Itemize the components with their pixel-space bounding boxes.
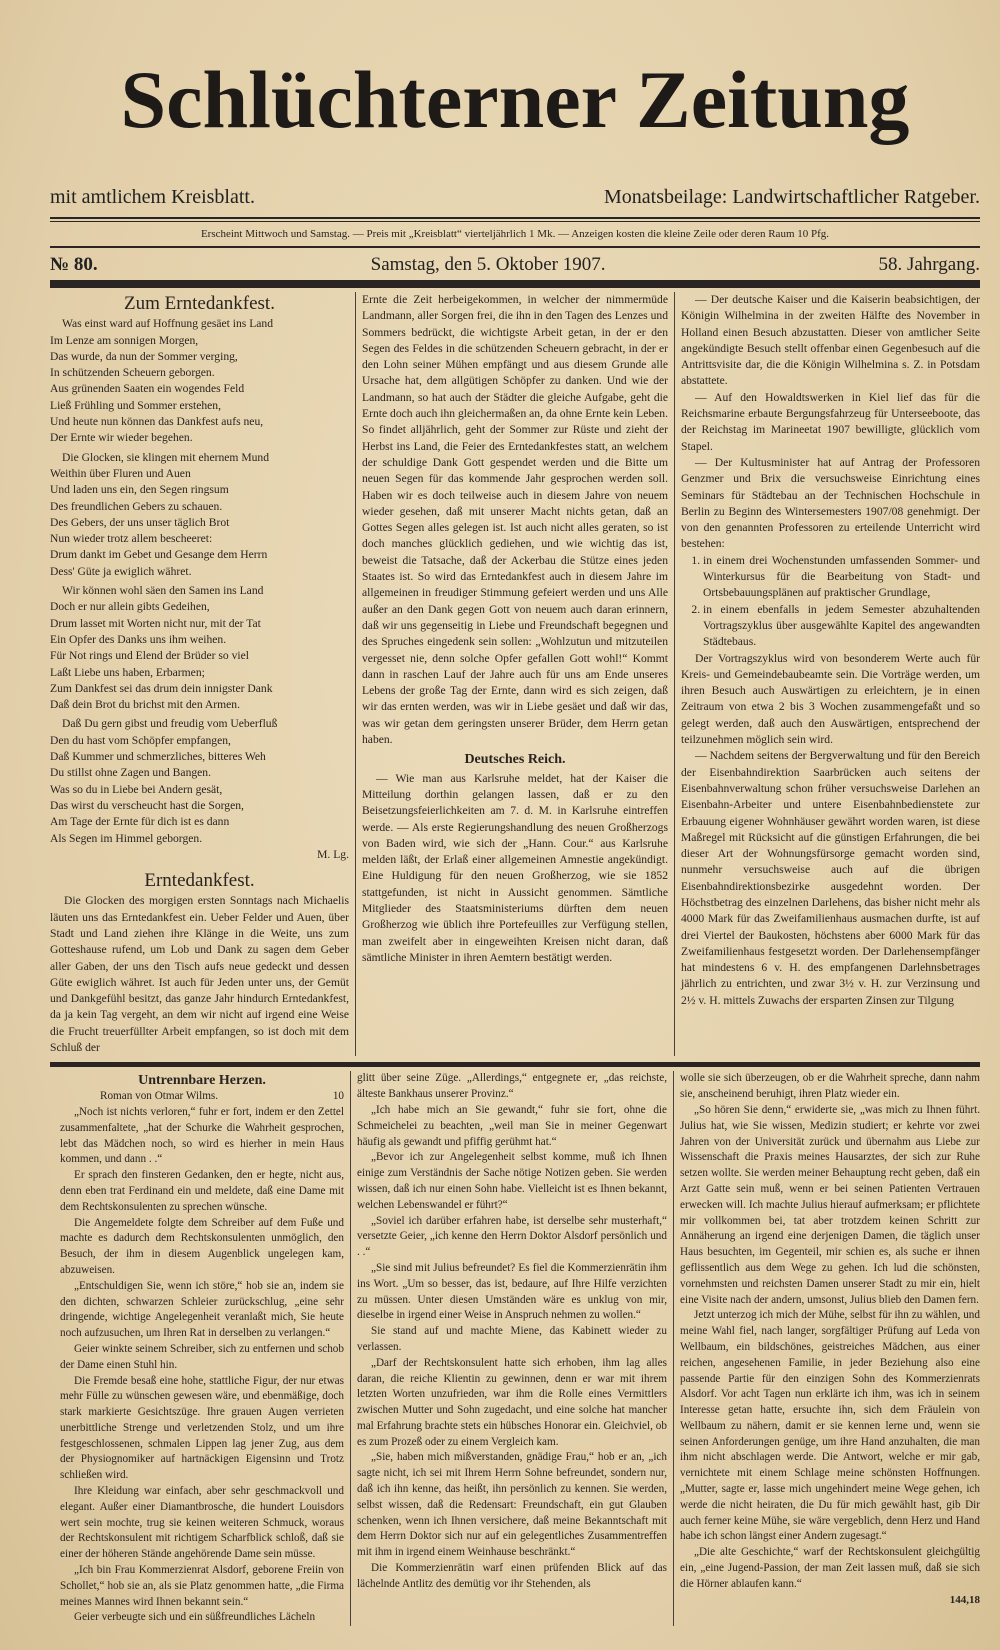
poem-line: Den du hast vom Schöpfer empfangen,: [50, 733, 231, 747]
column-2: [356, 292, 674, 1056]
serial-paragraph: glitt über seine Züge. „Allerdings,“ entgegnete er, „das reichste, älteste Bankhaus unserer Provinz.“: [357, 1072, 667, 1101]
issue-number: № 80.: [50, 254, 98, 275]
serial-subtitle: Roman von Otmar Wilms.: [100, 1090, 219, 1103]
poem-line: Was so du in Liebe bei Andern gesät,: [50, 782, 223, 796]
column-1: [50, 292, 355, 1056]
poem-line: Wir können wohl säen den Samen ins Land: [62, 584, 264, 598]
serial-paragraph: „Noch ist nichts verloren,“ fuhr er fort, indem er den Zettel zusammenfaltete, „hat der Schurke die Wahrheit gesprochen, lebt das Mädchen noch, so wird es hierher in mein Haus kommen, und dann . .“: [60, 1105, 344, 1166]
poem-line: Ein Opfer des Danks uns ihm weihen.: [50, 632, 227, 646]
issue-volume: 58. Jahrgang.: [878, 254, 980, 275]
thick-rule: [50, 280, 980, 288]
serial-paragraph: Er sprach den finsteren Gedanken, den er hegte, nicht aus, denn eben trat Ferdinand ein und meldete, daß eine Dame mit dem Rechtskonsulenten zu sprechen wünsche.: [60, 1169, 344, 1213]
serial-paragraph: Geier verbeugte sich und ein süßfreundliches Lächeln: [74, 1611, 316, 1624]
top-columns: [50, 292, 980, 1056]
news-item: Der Vortragszyklus wird von besonderem Werte auch für Kreis- und Gemeindebaubeamte sein. Die Vorträge werden, um ihren Besuch auch Auswärtigen zu erleichtern, je in einen Zeitraum von etwa 2 bis 3 Wochen zusammengefaßt und so gelegt werden, daß auch den Auswärtigen, entsprechend der teilzunehmen möglich sein wird.: [681, 651, 980, 747]
poem-line: Am Tage der Ernte für dich ist es dann: [50, 815, 230, 829]
serial-paragraph: Die Kommerzienrätin warf einen prüfenden Blick auf das lächelnde Antlitz des demütig vor ihr Stehenden, als: [357, 1562, 667, 1590]
masthead-title: Schlüchterner Zeitung: [120, 54, 910, 145]
page-mark: 144,18: [949, 1593, 980, 1606]
article-text: Die Glocken des morgigen ersten Sonntags nach Michaelis läuten uns das Erntedankfest ein. Ueber Felder und Auen, über Stadt und Land ziehen ihre Klänge in die Weite, uns zum Gotteshause rufend, um Lob und Dank zu sagen dem Geber aller Gaben, der uns den Tisch aufs neue gedeckt und dessen Güte ewiglich währet. Ist auch für Jeden unter uns, der Gemüt und Dankgefühl besitzt, das ganze Jahr hindurch Erntedankfest, da ja kein Tag vergeht, an dem wir nicht auf irgend eine Weise die Frucht treuerfüllter Arbeit empfangen, so ist doch mit dem Schluß der: [50, 894, 349, 1055]
info-line: Erscheint Mittwoch und Samstag. — Preis mit „Kreisblatt“ vierteljährlich 1 Mk. — Anzeigen kosten die kleine Zeile oder deren Raum 10 Pfg.: [200, 228, 830, 240]
serial-paragraph: „Entschuldigen Sie, wenn ich störe,“ hob sie an, indem sie den dichten, schwarzen Schleier zurückschlug, „eine sehr dringende, wichtige Angelegenheit veranlaßt mich, Sie heute noch aufzusuchen, um Ihren Rat in derselben zu verlangen.“: [60, 1279, 344, 1340]
news-item: — Nachdem seitens der Bergverwaltung und für den Bereich der Eisenbahndirektion Saarbrücken auch seitens der Eisenbahnverwaltung schon früher versuchsweise Darlehen an Eisenbahn-Arbeiter und untere Eisenbahnbedienstete zur Erbauung eigener Wohnhäuser gewährt worden waren, ist diese Maßregel mit Rücksicht auf die günstigen Erfahrungen, die bei dieser Art der Wohnungsfürsorge gemacht worden sind, nunmehr versuchsweise auch auf die übrigen Eisenbahndirektionsbezirke ausgedehnt worden. Der Höchstbetrag des einzelnen Darlehens, das bisher nicht mehr als 4000 Mark für das Zweifamilienhaus ausmachen durfte, ist auf drei Viertel der Baukosten, höchstens aber 6000 Mark für das Zweifamilienhaus festgesetzt worden. Der Darlehensempfänger hat mindestens 6 v. H. des empfangenen Darlehnsbetrages jährlich zu entrichten, und zwar 3½ v. H. zur Verzinsung und 2½ v. H. mittels Zuwachs der ersparten Zinsen zur Tilgung: [681, 749, 980, 1007]
serial-paragraph: „Sie sind mit Julius befreundet? Es fiel die Kommerzienrätin ihm ins Wort. „Um so besser, das ist, bedaure, auf Ihre Hilfe verzichten zu müssen. Unter diesen Umständen wäre es unklug von mir, dieselbe in irgend einer Weise in Anspruch nehmen zu wollen.“: [357, 1261, 667, 1322]
poem-title: Zum Erntedankfest.: [124, 293, 275, 314]
serial-paragraph: „Soviel ich darüber erfahren habe, ist derselbe sehr musterhaft,“ versetzte Geier, „ich kenne den Herrn Doktor Alsdorf persönlich und . .“: [357, 1214, 667, 1259]
poem-line: Der Ernte wir wieder begehen.: [50, 431, 193, 445]
masthead-right-subtitle: Monatsbeilage: Landwirtschaftlicher Ratgeber.: [604, 186, 980, 208]
poem-line: In schützenden Scheuern geborgen.: [50, 366, 215, 380]
poem: [50, 316, 349, 847]
thick-rule: [50, 1062, 980, 1067]
list-item: 1. in einem drei Wochenstunden umfassenden Sommer- und Winterkursus für die Bearbeitung von Stadt- und Ortsbebauungsplänen auf praktischer Grundlage,: [703, 553, 980, 602]
poem-line: Im Lenze am sonnigen Morgen,: [50, 333, 199, 347]
poem-line: Die Glocken, sie klingen mit ehernem Mund: [62, 450, 270, 464]
poem-line: Des freundlichen Gebers zu schauen.: [50, 499, 223, 513]
serial-column-2: [351, 1071, 673, 1626]
serial-paragraph: Sie stand auf und machte Miene, das Kabinett wieder zu verlassen.: [357, 1325, 667, 1353]
serial-paragraph: Geier winkte seinem Schreiber, sich zu entfernen und schob der Dame einen Stuhl hin.: [60, 1342, 344, 1371]
serial-paragraph: Die Angemeldete folgte dem Schreiber auf dem Fuße und machte es dadurch dem Rechtskonsulenten unmöglich, den Besuch, der ihm in diesem Augenblick ungelegen kam, abzuweisen.: [60, 1216, 344, 1276]
serial-title: Untrennbare Herzen.: [138, 1073, 266, 1089]
serial-columns: [50, 1071, 980, 1626]
poem-line: Daß Du gern gibst und freudig vom Ueberfluß: [62, 717, 278, 731]
poem-signature: M. Lg.: [317, 847, 349, 861]
poem-line: Laßt Liebe uns haben, Erbarmen;: [50, 665, 205, 679]
serial-paragraph: „Bevor ich zur Angelegenheit selbst komme, muß ich Ihnen einige zum Verständnis der Sache nötige Notizen geben. Sie werden wissen, daß ich nur einen Sohn habe. Vielleicht ist es Ihnen bekannt, welchen Lebenswandel er führt?“: [357, 1151, 667, 1211]
poem-line: Als Segen im Himmel geborgen.: [50, 831, 203, 845]
poem-line: Ließ Frühling und Sommer erstehen,: [50, 398, 221, 412]
poem-line: Drum dankt im Gebet und Gesange dem Herrn: [50, 548, 268, 562]
poem-line: Weithin über Fluren und Auen: [50, 466, 191, 480]
poem-line: Nun wieder trotz allem bescheeret:: [50, 532, 213, 546]
list-item: 2. in einem ebenfalls in jedem Semester abzuhaltenden Vortragszyklus über ausgewählte Kapitel des angewandten Städtebaus.: [703, 602, 980, 651]
serial-number: 10: [332, 1090, 344, 1103]
poem-line: Doch er nur allein gibts Gedeihen,: [50, 600, 210, 614]
article-title: Erntedankfest.: [144, 870, 255, 892]
column-3: [675, 292, 980, 1056]
issue-date: Samstag, den 5. Oktober 1907.: [370, 254, 606, 275]
masthead-subtitles: [50, 186, 980, 209]
poem-line: Was einst ward auf Hoffnung gesäet ins Land: [62, 317, 274, 331]
serial-paragraph: Jetzt unterzog ich mich der Mühe, selbst für ihn zu wählen, und meine Wahl fiel, nach langer, sorgfältiger Prüfung auf Leda von Wellbaum, ein bildschönes, geistreiches Mädchen, aus einer reichen, angesehenen Familie, in jeder Beziehung also eine passende Partie für den einzigen Sohn des Kommerzienrats Alsdorf. Vor acht Tagen nun erklärte ich ihm, was ich in seinem Interesse getan hatte, ersuchte ihn, sich dem Fräulein von Wellbaum zu nähern, damit er sie kennen lerne und, wenn sie seinen Anforderungen genüge, um ihre Hand anzuhalten, die man ihm nicht abschlagen werde. Die Antwort, welche er mir gab, vernichtete mit einem Schlage meine schönsten Hoffnungen. „Mutter, sagte er, lasse mich ungehindert meine Wege gehen, ich werde die nicht heiraten, die Du für mich gewählt hast, gib Dir auch ferner keine Mühe, sie wäre vergeblich, denn Herz und Hand habe ich schon längst einer Andern zugesagt.“: [680, 1309, 980, 1543]
poem-line: Daß Kummer und schmerzliches, bitteres Weh: [50, 750, 266, 764]
masthead-left-subtitle: mit amtlichem Kreisblatt.: [50, 186, 255, 208]
poem-line: Du stillst ohne Zagen und Bangen.: [50, 766, 211, 780]
issue-line: [50, 248, 980, 280]
poem-line: Aus grünenden Saaten ein wogendes Feld: [50, 382, 245, 396]
serial-paragraph: „Ich habe mich an Sie gewandt,“ fuhr sie fort, ohne die Schmeichelei zu beachten, „weil man Sie in meiner Gegenwart häufig als gewandt und pfiffig gerühmt hat.“: [357, 1103, 667, 1148]
poem-line: Für Not rings und Elend der Brüder so viel: [50, 649, 249, 663]
news-item: — Der deutsche Kaiser und die Kaiserin beabsichtigen, der Königin Wilhelmina in der zweiten Hälfte des November in Holland einen Besuch abzustatten. Dieser von amtlicher Seite angekündigte Besuch stellt offenbar einen Gegenbesuch auf die Antrittsvisite dar, die die Königin Wilhelmina s. Z. in Potsdam abstattete.: [681, 293, 980, 388]
serial-paragraph: wolle sie sich überzeugen, ob er die Wahrheit spreche, dann nahm sie, anscheinend beruhigt, ihren Platz wieder ein.: [680, 1072, 980, 1101]
poem-line: Dess' Güte ja ewiglich währet.: [50, 564, 192, 578]
serial-column-3: [674, 1071, 980, 1626]
serial-column-1: [50, 1071, 350, 1626]
poem-line: Und heute nun können das Dankfest aufs neu,: [50, 415, 264, 429]
serial-paragraph: „Darf der Rechtskonsulent hatte sich erhoben, ihm lag alles daran, die reiche Klientin zu gewinnen, denn er war mit ihrem letzten Worten unzufrieden, war ihm die Rolle eines Vermittlers zwischen Mutter und Sohn zugedacht, und eine solche hat mancher mal Erfahrung brachte stets ein hübsches Honorar ein. Gleichviel, ob es zum Prozeß oder zu einem Vergleich kam.: [357, 1356, 667, 1448]
poem-line: Zum Dankfest sei das drum dein innigster Dank: [50, 681, 273, 695]
news-item: — Auf den Howaldtswerken in Kiel lief das für die Reichsmarine erbaute Bergungsfahrzeug für Unterseeboote, das der Reichstag im Marineetat 1907 bewilligte, glücklich vom Stapel.: [681, 390, 980, 453]
serial-paragraph: „So hören Sie denn,“ erwiderte sie, „was mich zu Ihnen führt. Julius hat, wie Sie wissen, Medizin studiert; er kehrte vor zwei Jahren von der Universität zurück und übernahm aus Liebe zur Wissenschaft die Praxis meines Hausarztes, der sich zur Ruhe setzen wollte. Sie werden meiner Behauptung recht geben, daß ein Arzt Gatte sein muß, wenn er bei seinen Patienten Vertrauen erwecken will. Ich machte Julius hierauf aufmerksam; er pflichtete mir vollkommen bei, tat aber trotzdem keinen Schritt zur Annäherung an irgend eine derjenigen Damen, die täglich unser Haus besuchten, im Gegenteil, mir schien es, als suche er ihnen geflissentlich aus dem Wege zu gehen. Ich lud die schönsten, vornehmsten und reichsten Damen unserer Stadt zu mir ein, hielt eine Visite nach der andern, umsonst, Julius blieb den Damen fern.: [680, 1103, 980, 1306]
section-title: Deutsches Reich.: [464, 752, 566, 768]
serial-paragraph: „Die alte Geschichte,“ warf der Rechtskonsulent gleichgültig ein, „eine Jugend-Passion, der man Zeit lassen muß, daß sie sich die Hörner ablaufen kann.“: [680, 1546, 980, 1590]
list: [681, 553, 980, 651]
poem-line: Daß dein Brot du brichst mit den Armen.: [50, 698, 240, 712]
news-item: — Der Kultusminister hat auf Antrag der Professoren Genzmer und Brix die versuchsweise Einrichtung eines Seminars für Städtebau an der Technischen Hochschule in Berlin zu Beginn des Wintersemesters 1907/08 genehmigt. Der von den genannten Professoren zu erteilende Unterricht wird bestehen:: [681, 455, 980, 551]
serial-paragraph: Die Fremde besaß eine hohe, stattliche Figur, der nur etwas mehr Fülle zu wünschen gewesen wäre, und ebenmäßige, doch stark markierte Gesichtszüge. Ihre grauen Augen verrieten unerbittliche Strenge und verletzenden Stolz, und um ihre festgeschlossenen, schmalen Lippen lag jener Zug, aus dem der Physiognomiker auf hartnäckigen Eigensinn und Trotz schließen wird.: [60, 1374, 344, 1482]
reich-text: — Wie man aus Karlsruhe meldet, hat der Kaiser die Mitteilung dorthin gelangen lassen, daß er zu den Beisetzungsfeierlichkeiten am 7. d. M. in Karlsruhe eintreffen werde. — Als erste Regierungshandlung des neuen Großherzogs von Baden wird, wie sich der „Hann. Cour.“ aus Karlsruhe melden läßt, der Erlaß einer allgemeinen Amnestie angekündigt. Eine Huldigung für den neuen Großherzog, wie sie 1852 stattgefunden, ist nicht in Aussicht genommen. Sämtliche Mitglieder des Staatsministeriums dürften dem neuen Großherzog wie üblich ihre Portefeuilles zur Verfügung stellen, man zweifelt aber in eingeweihten Kreisen nicht daran, daß sämtliche Minister in ihren Aemtern bestätigt werden.: [362, 771, 668, 964]
rule: [50, 217, 980, 219]
poem-line: Das wurde, da nun der Sommer verging,: [50, 349, 238, 363]
article-continued: Ernte die Zeit herbeigekommen, in welcher der nimmermüde Landmann, aller Sorgen frei, die ihn in den Tagen des Lenzes und Sommers bedrückt, die wichtigste Arbeit getan, in der er den Segen des Feldes in die schützenden Scheuern gebracht, in der er den Lohn seiner Mühen empfängt und aus diesem Grunde alle Ursache hat, dem allgütigen Schöpfer zu danken. Und wie der Landmann, so hat auch der Städter die gleiche Aufgabe, geht die Ernte doch auch ihn gleichermaßen an, da ohne Ernte kein Leben. So findet alljährlich, geht der Sommer zur Rüste und zieht der Herbst ins Land, die Feier des Erntedankfestes statt, an welchem der schuldige Dank Gott gespendet werden und die Bitte um neuen Segen für das kommende Jahr gesprochen werden soll. Haben wir es doch teilweise auch in diesem Jahre von neuem wieder gesehen, daß mit unserer Macht nichts getan, daß an Gottes Segen alles gelegen ist. Ist auch nicht alles geraten, so ist doch manches glücklich gediehen, und wie wichtig das ist, beweist die Tatsache, daß der Ackerbau die Stütze eines jeden Staates ist. So wird das Erntedankfest auch in diesem Jahre im allgemeinen in freudiger Stimmung gefeiert werden und uns Alle außer an den Dank gegen Gott von neuem auch daran erinnern, daß wir uns gegenseitig in Liebe und Freundschaft begegnen und des Spruches eingedenk sein sollen: „Wohlzutun und mitzuteilen vergesset nie, denn solche Opfer gefallen Gott wohl!“ Kommt dann in raschen Lauf der Jahre auch für uns am Ende unseres Lebens der große Tag der Ernte, dann wird es sich zeigen, daß wir das ernten werden, was wir in Liebe gesäet und daß wir das, was wir getan dem geringsten unserer Brüder, dem Herrn getan haben.: [362, 293, 668, 747]
poem-line: Und laden uns ein, den Segen ringsum: [50, 483, 229, 497]
serial-paragraph: „Ich bin Frau Kommerzienrat Alsdorf, geborene Freiin von Schollet,“ hob sie an, als sie Platz genommen hatte, „die Firma meines Mannes wird Ihnen bekannt sein.“: [60, 1564, 344, 1608]
poem-line: Drum lasset mit Worten nicht nur, mit der Tat: [50, 616, 261, 630]
poem-line: Des Gebers, der uns unser täglich Brot: [50, 515, 230, 529]
serial-paragraph: „Sie, haben mich mißverstanden, gnädige Frau,“ hob er an, „ich sagte nicht, ich sei mit Ihrem Herrn Sohne befreundet, sondern nur, daß ich ihn kenne, das heißt, ihn persönlich zu kennen. Sie werden, selbst wissen, daß die Redensart: Freundschaft, ein gut Glauben schenken, wenn ich Ihnen versichere, daß meine Bekanntschaft mit dem Herrn Doktor sich nur auf ein gelegentliches Zusammentreffen mit ihm in irgend einem Weinhause beschränkt.“: [357, 1451, 667, 1559]
poem-line: Das wirst du verscheucht hast die Sorgen,: [50, 798, 244, 812]
serial-paragraph: Ihre Kleidung war einfach, aber sehr geschmackvoll und elegant. Außer einer Diamantbrosche, die hundert Louisdors wert sein mochte, trug sie keinen weiteren Schmuck, woraus der Rechtskonsulent mit richtigem Scharfblick schloß, daß sie einer der höheren Stände angehörende Dame sein müsse.: [60, 1485, 344, 1561]
